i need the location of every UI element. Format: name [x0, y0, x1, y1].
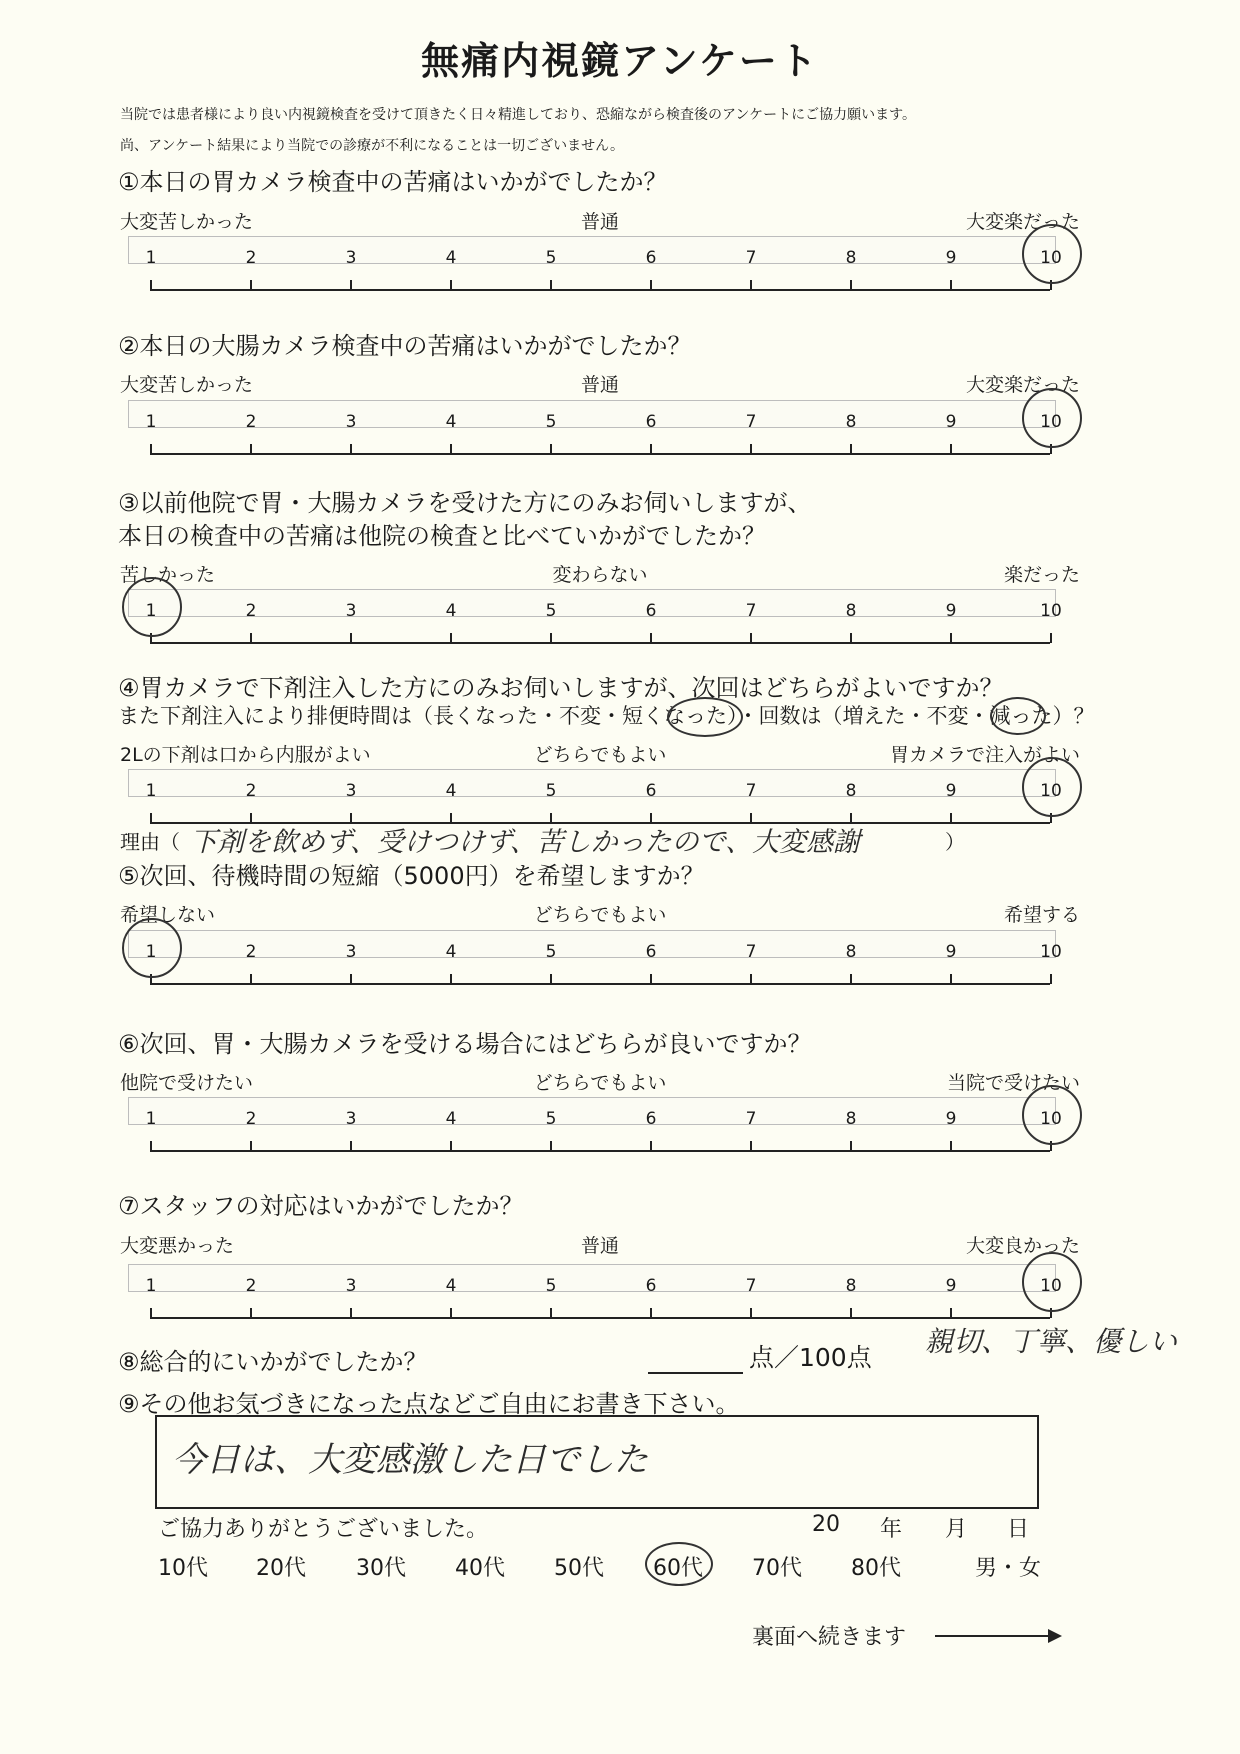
q2-label-right: 大変楽だった — [965, 374, 1080, 396]
scale-option-9[interactable]: 9 — [945, 781, 957, 801]
date-year: 年 — [880, 1517, 903, 1542]
q6-question: ⑥次回、胃・大腸カメラを受ける場合にはどちらが良いですか？ — [118, 1030, 812, 1058]
scale-option-4[interactable]: 4 — [445, 248, 457, 268]
scale-option-5[interactable]: 5 — [545, 1276, 557, 1296]
q3-scale[interactable] — [128, 589, 1062, 645]
scale-option-7[interactable]: 7 — [745, 781, 757, 801]
q5-label-right: 希望する — [1003, 904, 1080, 926]
scale-tick — [550, 633, 552, 643]
q2-label-left: 大変苦しかった — [120, 374, 254, 396]
scale-tick — [250, 1141, 252, 1151]
scale-tick — [250, 444, 252, 454]
scale-tick — [550, 444, 552, 454]
q6-label-right: 当院で受けたい — [946, 1072, 1080, 1094]
scale-tick — [950, 444, 952, 454]
scale-tick — [950, 633, 952, 643]
q6-label-mid: どちらでもよい — [533, 1072, 667, 1094]
scale-tick — [450, 633, 452, 643]
scale-tick — [650, 1308, 652, 1318]
q2-scale[interactable] — [128, 400, 1062, 456]
intro-line-1: 当院では患者様により良い内視鏡検査を受けて頂きたく日々精進しており、恐縮ながら検査後のアンケートにご協力願います。 — [120, 107, 917, 123]
answer-circle — [1022, 1252, 1082, 1312]
scale-tick — [850, 1308, 852, 1318]
scale-option-8[interactable]: 8 — [845, 1109, 857, 1129]
age-option-70s[interactable]: 70代 — [752, 1556, 802, 1581]
q2-label-mid: 普通 — [580, 374, 619, 396]
scale-tick — [150, 1308, 152, 1318]
scale-tick — [550, 280, 552, 290]
q7-question: ⑦スタッフの対応はいかがでしたか？ — [118, 1192, 524, 1220]
age-option-50s[interactable]: 50代 — [554, 1556, 604, 1581]
q9-question: ⑨その他お気づきになった点などご自由にお書き下さい。 — [118, 1390, 740, 1418]
scale-tick — [750, 1141, 752, 1151]
scale-tick — [1050, 974, 1052, 984]
q4-short-circle — [667, 697, 743, 737]
q4-scale[interactable] — [128, 769, 1062, 825]
scale-option-6[interactable]: 6 — [645, 601, 657, 621]
scale-option-1[interactable]: 1 — [145, 942, 157, 962]
q9-answer-handwritten: 今日は、大変感激した日でした — [172, 1440, 648, 1480]
scale-option-4[interactable]: 4 — [445, 601, 457, 621]
date-year-prefix: 20 — [812, 1512, 840, 1537]
scale-tick — [650, 280, 652, 290]
scale-tick — [850, 974, 852, 984]
scale-option-8[interactable]: 8 — [845, 412, 857, 432]
scale-option-2[interactable]: 2 — [245, 601, 257, 621]
q4-question-line-2: また下剤注入により排便時間は（長くなった・不変・短くなった）・回数は（増えた・不変・減った）？ — [118, 704, 1095, 728]
q7-label-left: 大変悪かった — [120, 1235, 235, 1257]
scale-tick — [550, 974, 552, 984]
scale-tick — [850, 633, 852, 643]
scale-option-10[interactable]: 10 — [1040, 601, 1062, 621]
age-option-80s[interactable]: 80代 — [851, 1556, 901, 1581]
scale-option-8[interactable]: 8 — [845, 601, 857, 621]
scale-tick — [450, 974, 452, 984]
scale-tick — [250, 974, 252, 984]
age-selected-circle — [645, 1542, 713, 1586]
answer-circle — [1022, 1085, 1082, 1145]
scale-option-10[interactable]: 10 — [1040, 1276, 1062, 1296]
q1-label-right: 大変楽だった — [965, 211, 1080, 233]
scale-option-4[interactable]: 4 — [445, 412, 457, 432]
q6-scale[interactable] — [128, 1097, 1062, 1153]
scale-tick — [650, 633, 652, 643]
scale-baseline — [150, 642, 1050, 644]
scale-option-9[interactable]: 9 — [945, 248, 957, 268]
scale-option-4[interactable]: 4 — [445, 781, 457, 801]
date-month: 月 — [945, 1517, 968, 1542]
gender-options[interactable]: 男・女 — [975, 1556, 1042, 1581]
scale-option-4[interactable]: 4 — [445, 1109, 457, 1129]
scale-tick — [750, 974, 752, 984]
q1-label-mid: 普通 — [580, 211, 619, 233]
q4-label-mid: どちらでもよい — [533, 744, 667, 766]
q4-decreased-circle — [990, 697, 1046, 735]
scale-option-1[interactable]: 1 — [145, 781, 157, 801]
page-title: 無痛内視鏡アンケート — [421, 39, 819, 83]
scale-tick — [750, 280, 752, 290]
scale-option-6[interactable]: 6 — [645, 1109, 657, 1129]
scale-tick — [150, 444, 152, 454]
q1-question: ①本日の胃カメラ検査中の苦痛はいかがでしたか？ — [118, 168, 668, 196]
continue-arrow-icon — [1048, 1629, 1062, 1643]
q7-label-mid: 普通 — [580, 1235, 619, 1257]
q3-label-mid: 変わらない — [552, 564, 648, 586]
q5-question: ⑤次回、待機時間の短縮（5000円）を希望しますか？ — [118, 862, 705, 890]
scale-option-7[interactable]: 7 — [745, 248, 757, 268]
scale-option-3[interactable]: 3 — [345, 248, 357, 268]
scale-option-10[interactable]: 10 — [1040, 781, 1062, 801]
scale-tick — [1050, 633, 1052, 643]
scale-option-6[interactable]: 6 — [645, 781, 657, 801]
scale-option-10[interactable]: 10 — [1040, 942, 1062, 962]
scale-tick — [250, 1308, 252, 1318]
scale-tick — [450, 444, 452, 454]
q4-label-right: 胃カメラで注入がよい — [889, 744, 1080, 766]
q3-question-line-1: ③以前他院で胃・大腸カメラを受けた方にのみお伺いしますが、 — [118, 489, 812, 517]
scale-tick — [250, 633, 252, 643]
scale-option-1[interactable]: 1 — [145, 601, 157, 621]
scale-tick — [850, 444, 852, 454]
continue-text: 裏面へ続きます — [752, 1625, 907, 1650]
scale-option-2[interactable]: 2 — [245, 1109, 257, 1129]
scale-tick — [950, 1308, 952, 1318]
q4-reason-close: ） — [945, 830, 965, 854]
scale-option-6[interactable]: 6 — [645, 412, 657, 432]
q2-question: ②本日の大腸カメラ検査中の苦痛はいかがでしたか？ — [118, 332, 692, 360]
q6-label-left: 他院で受けたい — [120, 1072, 254, 1094]
scale-option-3[interactable]: 3 — [345, 412, 357, 432]
scale-option-8[interactable]: 8 — [845, 781, 857, 801]
scale-tick — [750, 444, 752, 454]
scale-option-2[interactable]: 2 — [245, 412, 257, 432]
scale-option-1[interactable]: 1 — [145, 1109, 157, 1129]
continue-arrow-line — [935, 1635, 1055, 1637]
scale-baseline — [150, 983, 1050, 985]
age-option-40s[interactable]: 40代 — [455, 1556, 505, 1581]
scale-tick — [350, 1141, 352, 1151]
age-option-10s[interactable]: 10代 — [158, 1556, 208, 1581]
scale-option-7[interactable]: 7 — [745, 942, 757, 962]
q3-question-line-2: 本日の検査中の苦痛は他院の検査と比べていかがでしたか？ — [118, 522, 766, 550]
q3-label-left: 苦しかった — [120, 564, 216, 586]
scale-option-3[interactable]: 3 — [345, 781, 357, 801]
scale-option-8[interactable]: 8 — [845, 942, 857, 962]
answer-circle — [122, 577, 182, 637]
scale-tick — [550, 1141, 552, 1151]
q1-scale[interactable] — [128, 236, 1062, 292]
age-option-60s[interactable]: 60代 — [653, 1556, 703, 1581]
q1-label-left: 大変苦しかった — [120, 211, 254, 233]
q4-label-left: 2Lの下剤は口から内服がよい — [120, 744, 371, 766]
scale-baseline — [150, 1150, 1050, 1152]
scale-tick — [350, 974, 352, 984]
scale-tick — [950, 813, 952, 823]
q8-score-suffix: 点／100点 — [749, 1343, 872, 1372]
scale-option-5[interactable]: 5 — [545, 412, 557, 432]
scale-tick — [750, 633, 752, 643]
scale-option-5[interactable]: 5 — [545, 942, 557, 962]
scale-tick — [950, 280, 952, 290]
scale-tick — [450, 280, 452, 290]
age-option-20s[interactable]: 20代 — [256, 1556, 306, 1581]
scale-option-5[interactable]: 5 — [545, 601, 557, 621]
scale-option-3[interactable]: 3 — [345, 601, 357, 621]
scale-option-6[interactable]: 6 — [645, 1276, 657, 1296]
q4-reason-label: 理由（ — [120, 830, 180, 854]
q4-reason-handwritten: 下剤を飲めず、受けつけず、苦しかったので、大変感謝 — [190, 827, 861, 858]
scale-option-1[interactable]: 1 — [145, 1276, 157, 1296]
scale-option-7[interactable]: 7 — [745, 601, 757, 621]
scale-option-9[interactable]: 9 — [945, 942, 957, 962]
scale-tick — [150, 813, 152, 823]
scale-option-2[interactable]: 2 — [245, 248, 257, 268]
q3-label-right: 楽だった — [1003, 564, 1080, 586]
scale-tick — [650, 974, 652, 984]
scale-option-5[interactable]: 5 — [545, 248, 557, 268]
scale-tick — [850, 280, 852, 290]
scale-option-1[interactable]: 1 — [145, 412, 157, 432]
scale-option-1[interactable]: 1 — [145, 248, 157, 268]
scale-tick — [750, 1308, 752, 1318]
answer-circle — [122, 918, 182, 978]
age-option-30s[interactable]: 30代 — [356, 1556, 406, 1581]
answer-circle — [1022, 224, 1082, 284]
q5-label-mid: どちらでもよい — [533, 904, 667, 926]
answer-circle — [1022, 388, 1082, 448]
q8-question: ⑧総合的にいかがでしたか？ — [118, 1348, 428, 1376]
scale-option-5[interactable]: 5 — [545, 1109, 557, 1129]
scale-option-2[interactable]: 2 — [245, 1276, 257, 1296]
scale-option-7[interactable]: 7 — [745, 1109, 757, 1129]
q4-question-line-1: ④胃カメラで下剤注入した方にのみお伺いしますが、次回はどちらがよいですか？ — [118, 674, 1004, 702]
q8-score — [648, 1338, 872, 1374]
scale-option-2[interactable]: 2 — [245, 942, 257, 962]
scale-option-7[interactable]: 7 — [745, 412, 757, 432]
scale-tick — [350, 633, 352, 643]
q8-comment-handwritten: 親切、丁寧、優しい — [925, 1325, 1178, 1358]
scale-baseline — [150, 289, 1050, 291]
scale-tick — [550, 1308, 552, 1318]
scale-option-2[interactable]: 2 — [245, 781, 257, 801]
scale-option-3[interactable]: 3 — [345, 942, 357, 962]
scale-option-9[interactable]: 9 — [945, 1109, 957, 1129]
scale-option-3[interactable]: 3 — [345, 1276, 357, 1296]
scale-option-10[interactable]: 10 — [1040, 248, 1062, 268]
q5-scale[interactable] — [128, 930, 1062, 986]
scale-tick — [350, 444, 352, 454]
scale-baseline — [150, 1317, 1050, 1319]
scale-baseline — [150, 453, 1050, 455]
q8-score-blank[interactable] — [648, 1352, 743, 1374]
scale-option-9[interactable]: 9 — [945, 412, 957, 432]
scale-option-9[interactable]: 9 — [945, 601, 957, 621]
scale-option-4[interactable]: 4 — [445, 942, 457, 962]
scale-option-6[interactable]: 6 — [645, 248, 657, 268]
scale-tick — [350, 280, 352, 290]
scale-option-9[interactable]: 9 — [945, 1276, 957, 1296]
scale-tick — [350, 1308, 352, 1318]
scale-tick — [650, 1141, 652, 1151]
scale-tick — [450, 1308, 452, 1318]
scale-option-4[interactable]: 4 — [445, 1276, 457, 1296]
scale-option-7[interactable]: 7 — [745, 1276, 757, 1296]
scale-tick — [950, 974, 952, 984]
q7-scale[interactable] — [128, 1264, 1062, 1320]
scale-tick — [650, 444, 652, 454]
answer-circle — [1022, 757, 1082, 817]
scale-option-6[interactable]: 6 — [645, 942, 657, 962]
intro-line-2: 尚、アンケート結果により当院での診療が不利になることは一切ございません。 — [120, 138, 624, 154]
scale-tick — [450, 1141, 452, 1151]
thanks-text: ご協力ありがとうございました。 — [158, 1517, 489, 1542]
scale-option-10[interactable]: 10 — [1040, 1109, 1062, 1129]
scale-tick — [150, 280, 152, 290]
scale-option-3[interactable]: 3 — [345, 1109, 357, 1129]
scale-option-5[interactable]: 5 — [545, 781, 557, 801]
q7-label-right: 大変良かった — [965, 1235, 1080, 1257]
scale-option-8[interactable]: 8 — [845, 248, 857, 268]
scale-tick — [850, 1141, 852, 1151]
date-day: 日 — [1007, 1517, 1030, 1542]
scale-tick — [150, 1141, 152, 1151]
scale-tick — [950, 1141, 952, 1151]
scale-option-8[interactable]: 8 — [845, 1276, 857, 1296]
scale-tick — [250, 280, 252, 290]
q5-label-left: 希望しない — [120, 904, 216, 926]
scale-option-10[interactable]: 10 — [1040, 412, 1062, 432]
